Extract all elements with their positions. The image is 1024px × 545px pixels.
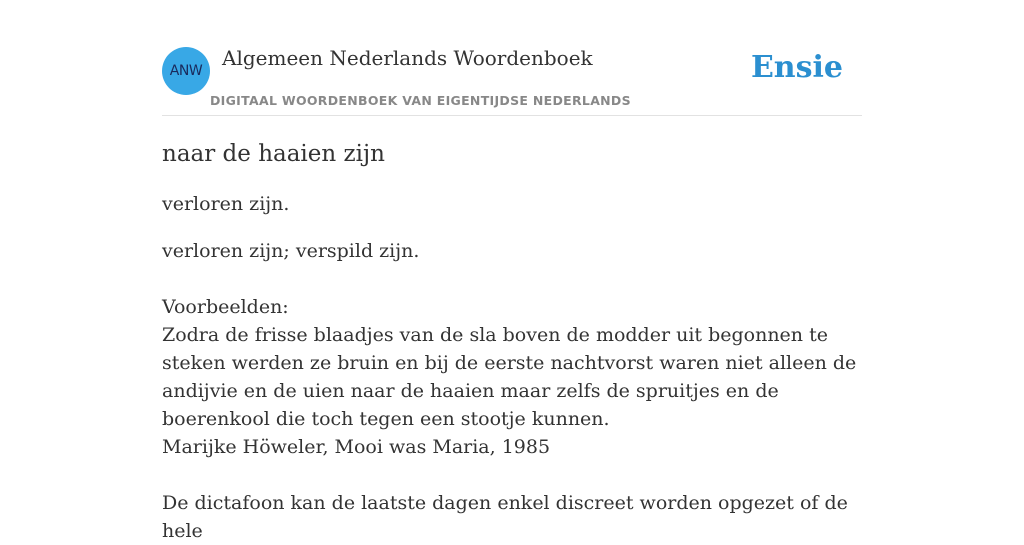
definition-text: verloren zijn; verspild zijn. [162, 240, 420, 262]
entry-content [162, 138, 862, 545]
example-source: Marijke Höweler, Mooi was Maria, 1985 [162, 436, 551, 458]
site-header [162, 0, 862, 116]
examples-label: Voorbeelden: [162, 296, 289, 318]
example-text: De dictafoon kan de laatste dagen enkel discreet worden opgezet of de hele [162, 492, 848, 542]
logo-text: ANW [169, 63, 203, 79]
definition-block [162, 237, 862, 545]
entry-term: naar de haaien zijn [162, 141, 385, 167]
ensie-brand-link[interactable]: Ensie [750, 50, 843, 85]
site-subtitle: DIGITAAL WOORDENBOEK VAN EIGENTIJDSE NEDERLANDS [210, 93, 631, 108]
short-definition: verloren zijn. [162, 193, 290, 215]
spacer [162, 461, 862, 489]
spacer [162, 265, 862, 293]
anw-logo[interactable] [162, 47, 210, 95]
site-title[interactable]: Algemeen Nederlands Woordenboek [222, 46, 593, 70]
example-text: Zodra de frisse blaadjes van de sla boven de modder uit begonnen te steken werden ze bruin en bij de eerste nachtvorst waren niet alleen de andijvie en de uien naar de haaien maar zelfs de spruitjes en de boerenkool die toch tegen een stootje kunnen. [162, 324, 857, 430]
